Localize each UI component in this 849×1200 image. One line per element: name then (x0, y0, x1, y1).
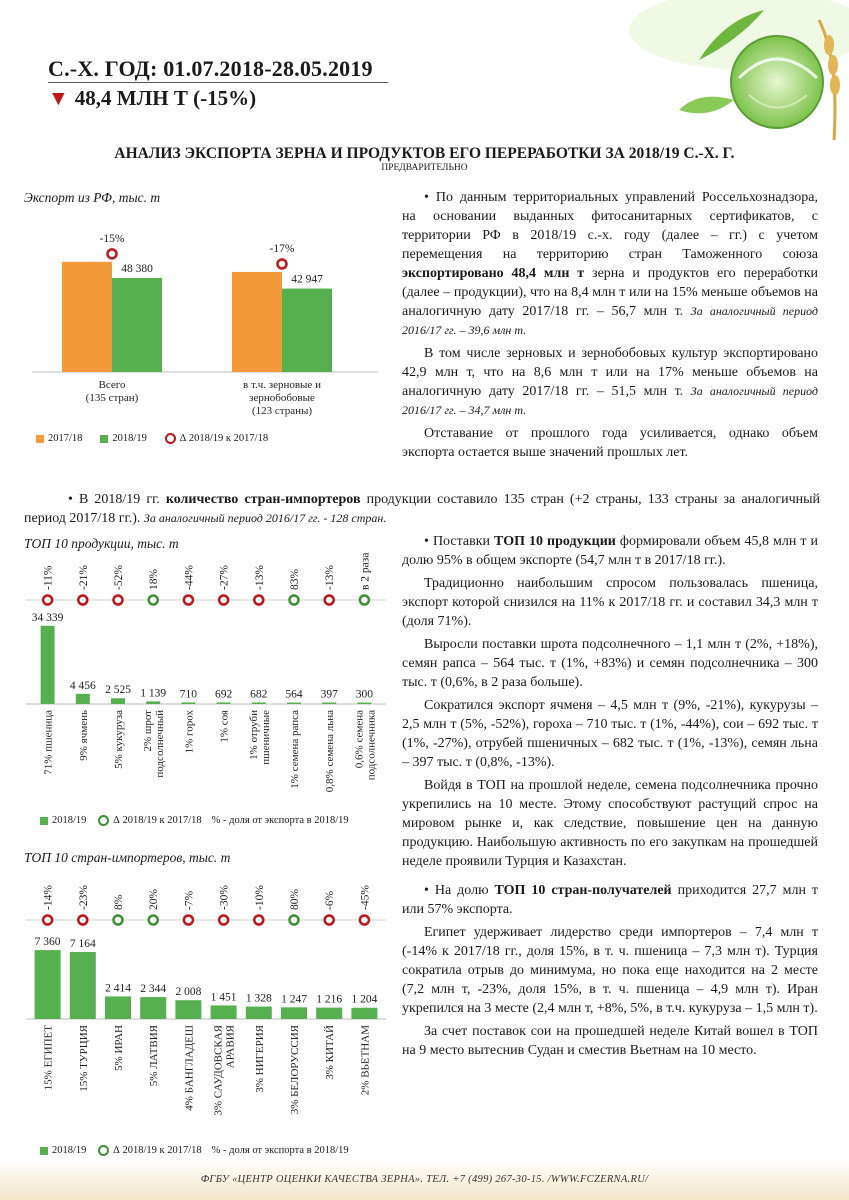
category-label: 9% ячмень (77, 710, 90, 761)
bar (252, 702, 266, 704)
category-label: 15% ЕГИПЕТ (42, 1025, 55, 1091)
chart1-legend (36, 433, 268, 444)
p7-text: Выросли поставки шрота подсолнечного – 1,1 млн т (2%, +18%), семян рапса – 564 тыс. т (1%, +83%) и семян подсолнечника – 300 тыс. т (0,6%, в 2 раза больше). (402, 637, 818, 690)
p4-note: За аналогичный период 2016/17 гг. - 128 стран. (143, 511, 387, 525)
category-label: зернобобовые (249, 392, 315, 404)
value-label: 1 451 (210, 991, 237, 1004)
bullet-icon: • (424, 883, 429, 898)
value-label: 7 360 (34, 936, 61, 949)
change-marker (78, 596, 87, 605)
category-label: (123 страны) (251, 405, 313, 417)
legend-share: % - доля от экспорта в 2018/19 (211, 815, 349, 826)
p5-rest: формировали объем 45,8 млн т и долю 95% в общем экспорте (54,7 млн т в 2017/18 гг.). (402, 534, 818, 568)
p3-text: Отставание от прошлого года усиливается, однако объем экспорта остается выше значений прошлых лет. (402, 426, 818, 460)
value-label: 692 (214, 688, 233, 701)
bar (211, 1005, 237, 1019)
bar (41, 626, 55, 704)
bullet-icon: • (68, 492, 73, 507)
bar-2018-0 (112, 278, 162, 372)
value-label: 48 380 (121, 263, 153, 276)
p4-rest: продукции составило 135 стран (+2 страны, 133 страны за аналогичный период 2017/18 гг.). (24, 492, 821, 526)
p5-text: Поставки (432, 534, 495, 549)
change-marker (184, 596, 193, 605)
value-label: 42 947 (291, 273, 323, 286)
top10-products-chart (24, 534, 386, 812)
bar (181, 702, 195, 704)
value-label: 7 164 (69, 937, 96, 950)
value-label: 710 (179, 688, 198, 701)
change-marker (43, 596, 52, 605)
category-label: АРАВИЯ (224, 1025, 237, 1069)
season-period: С.-Х. ГОД: 01.07.2018-28.05.2019 (48, 56, 373, 81)
value-label: 300 (355, 688, 374, 701)
p5-bold: ТОП 10 продукции (494, 534, 616, 549)
legend-change-icon (98, 815, 109, 826)
value-label: 4 456 (69, 679, 96, 692)
category-label: 0,8% семена льна (324, 710, 337, 793)
category-label: 1% соя (218, 710, 231, 743)
change-label: -17% (269, 242, 295, 255)
category-label: 3% НИГЕРИЯ (253, 1025, 266, 1093)
bar (105, 996, 131, 1019)
change-label: -30% (218, 885, 231, 910)
intro-text (402, 188, 818, 466)
export-chart (24, 200, 386, 430)
bar (246, 1007, 272, 1019)
p1-bold: экспортировано 48,4 млн т (402, 266, 585, 281)
bar (175, 1000, 201, 1019)
bar (322, 703, 336, 705)
legend-2018: 2018/19 (112, 433, 147, 444)
change-marker (114, 596, 123, 605)
category-label: 5% ИРАН (113, 1025, 125, 1071)
category-label: пшеничные (259, 710, 272, 765)
chart2-caption: ТОП 10 продукции, тыс. т (24, 536, 179, 551)
change-marker (108, 249, 117, 258)
bar (351, 1008, 377, 1019)
change-marker (290, 596, 299, 605)
p1-rest: зерна и продуктов его переработки (далее – продукции), что на 8,4 млн т или на 15% меньше объемов на аналогичную дату 2017/18 гг. – 56,7 млн т. (402, 266, 818, 319)
legend-swatch-2018 (40, 1147, 48, 1155)
change-label: -14% (42, 885, 55, 910)
change-label: -44% (183, 565, 196, 590)
change-marker (219, 596, 228, 605)
category-label: Всего (98, 379, 126, 391)
value-label: 1 139 (140, 687, 167, 700)
change-label: -6% (324, 890, 337, 910)
change-label: -15% (99, 232, 125, 245)
bar (70, 952, 96, 1019)
p2-text: В том числе зерновых и зернобобовых культур экспортировано 42,9 млн т, что на 8,6 млн т или на 17% меньше объемов на аналогичную дату 2017/18 гг. – 51,5 млн т. (402, 346, 818, 399)
bar (357, 703, 371, 705)
top10-countries-chart (24, 864, 386, 1140)
change-marker (254, 916, 263, 925)
down-triangle-icon: ▼ (48, 86, 69, 110)
category-label: 4% БАНГЛАДЕШ (183, 1025, 196, 1111)
legend-swatch-2017 (36, 435, 44, 443)
bar (140, 997, 166, 1019)
page-subtitle: ПРЕДВАРИТЕЛЬНО (381, 163, 468, 173)
bar (281, 1007, 307, 1019)
change-label: -52% (113, 565, 125, 590)
p11-text: Египет удерживает лидерство среди импортеров – 7,4 млн т (-14% к 2017/18 гг., доля 15%, в т. ч. пшеница – 7,3 млн т). Турция сократила отрыв до минимума, но пока еще находится на 2 месте (7,2 млн т, -23%, доля 15%, в т. ч. пшеница – 4,9 млн т). Иран укрепился на 3 месте (2,4 млн т, +8%, 5%, в т.ч. кукуруза – 1,5 млн т). (402, 925, 818, 1016)
change-marker (290, 916, 299, 925)
change-label: 8% (113, 894, 125, 910)
change-marker (78, 916, 87, 925)
category-label: 5% кукуруза (113, 710, 125, 769)
chart3-legend (40, 1145, 349, 1156)
change-marker (254, 596, 263, 605)
change-marker (278, 259, 287, 268)
value-label: 1 204 (351, 993, 378, 1006)
chart3-caption: ТОП 10 стран-импортеров, тыс. т (24, 850, 231, 865)
value-label: 1 247 (281, 993, 307, 1006)
category-label: 15% ТУРЦИЯ (77, 1025, 90, 1092)
category-label: 1% отруби (247, 710, 260, 760)
change-label: -7% (183, 890, 196, 910)
change-label: -13% (253, 565, 266, 590)
bar-2017-1 (232, 272, 282, 372)
value-label: 1 216 (316, 993, 343, 1006)
change-marker (43, 916, 52, 925)
p10-text: На долю (434, 883, 495, 898)
p6-text: Традиционно наибольшим спросом пользовалась пшеница, экспорт которой снизился на 11% к 2017/18 гг. и составил 34,3 млн т (доля 71%). (402, 576, 818, 629)
header-decoration (549, 0, 849, 150)
bullet-icon: • (424, 534, 429, 549)
importers-count-text (24, 490, 820, 532)
value-label: 2 344 (140, 983, 167, 996)
legend-2018: 2018/19 (52, 1145, 87, 1156)
change-label: -11% (42, 565, 55, 590)
p2-note: За аналогичный период 2016/17 гг. – 34,7 млн т. (402, 384, 818, 417)
category-label: 71% пшеница (42, 710, 55, 775)
value-label: 1 328 (245, 992, 272, 1005)
change-marker (325, 596, 334, 605)
category-label: 3% БЕЛОРУССИЯ (289, 1025, 301, 1115)
legend-swatch-2018 (100, 435, 108, 443)
change-label: -21% (77, 565, 90, 590)
change-label: 83% (289, 568, 301, 590)
change-label: 80% (289, 888, 301, 910)
legend-share: % - доля от экспорта в 2018/19 (211, 1145, 349, 1156)
bar (217, 702, 231, 704)
change-marker (360, 596, 369, 605)
change-label: -45% (359, 885, 372, 910)
category-label: 1% семена рапса (289, 710, 301, 789)
p4-text: В 2018/19 гг. (78, 492, 166, 507)
p10-rest: приходится 27,7 млн т или 57% экспорта. (402, 883, 819, 917)
p12-text: За счет поставок сои на прошедшей неделе Китай вошел в ТОП на 9 место вытеснив Судан и сместив Вьетнам на 10 место. (402, 1024, 818, 1058)
bullet-icon: • (424, 190, 429, 205)
legend-change-icon (98, 1145, 109, 1156)
footer-text: ФГБУ «ЦЕНТР ОЦЕНКИ КАЧЕСТВА ЗЕРНА». ТЕЛ. +7 (499) 267-30-15. /WWW.FCZERNA.RU/ (200, 1174, 649, 1185)
bar (76, 694, 90, 704)
bar-2017-0 (62, 262, 112, 372)
value-label: 2 008 (175, 986, 202, 999)
p10-bold: ТОП 10 стран-получателей (494, 883, 672, 898)
bar (146, 701, 160, 704)
category-label: (135 стран) (85, 392, 139, 404)
value-label: 34 339 (31, 611, 64, 624)
change-label: -27% (218, 565, 231, 590)
bar (111, 698, 125, 704)
category-label: 0,6% семена (353, 710, 366, 769)
category-label: в т.ч. зерновые и (243, 379, 321, 391)
bar (287, 703, 301, 705)
p8-text: Сократился экспорт ячменя – 4,5 млн т (9%, -21%), кукурузы – 2,5 млн т (5%, -52%), гороха – 710 тыс. т (1%, -44%), сои – 692 тыс. т (1%, -27%), отрубей пшеничных – 682 тыс. т (1%, -13%), семян льна – 397 тыс. т (0,8%, -13%). (402, 698, 818, 770)
change-label: 18% (148, 568, 161, 590)
change-marker (114, 916, 123, 925)
p4-bold: количество стран-импортеров (165, 492, 361, 507)
total-export-value: 48,4 МЛН Т (-15%) (74, 86, 257, 110)
legend-change: ∆ 2018/19 к 2017/18 (113, 815, 202, 826)
category-label: подсолнечный (154, 710, 167, 778)
legend-swatch-2018 (40, 817, 48, 825)
bar (35, 950, 61, 1019)
change-marker (325, 916, 334, 925)
change-label: в 2 раза (359, 552, 372, 590)
value-label: 682 (250, 688, 268, 701)
value-label: 2 414 (105, 982, 131, 995)
value-label: 397 (320, 688, 338, 701)
value-label: 2 525 (105, 684, 131, 697)
legend-2017: 2017/18 (48, 433, 83, 444)
total-export (48, 86, 256, 111)
legend-change: ∆ 2018/19 к 2017/18 (113, 1145, 202, 1156)
category-label: 2% ВЬЕТНАМ (359, 1025, 372, 1096)
change-label: -10% (253, 885, 266, 910)
category-label: 3% КИТАЙ (324, 1025, 337, 1080)
category-label: 1% горох (183, 710, 196, 754)
p1-note: За аналогичный период 2016/17 гг. – 39,6 млн т. (402, 304, 818, 337)
bar (316, 1008, 342, 1019)
change-marker (149, 916, 158, 925)
p1-text: По данным территориальных управлений Россельхознадзора, на основании выданных фитосанитарных сертификатов, с территории РФ в 2018/19 с.-х. году (далее – гг.) с учетом перемещения на территорию стран Таможенного союза (402, 190, 818, 262)
change-marker (184, 916, 193, 925)
legend-change: ∆ 2018/19 к 2017/18 (179, 433, 269, 444)
category-label: подсолнечника (365, 710, 378, 781)
category-label: 3% САУДОВСКАЯ (212, 1025, 225, 1116)
legend-2018: 2018/19 (52, 815, 87, 826)
legend-change-icon (165, 433, 176, 444)
top10-text (402, 532, 818, 1064)
category-label: 5% ЛАТВИЯ (148, 1025, 161, 1087)
change-label: 20% (148, 888, 161, 910)
p9-text: Войдя в ТОП на прошлой неделе, семена подсолнечника прочно укрепились на 10 месте. Этому способствуют растущий спрос на мировом рынке и, как следствие, повышение цен на данную продукцию. Наибольшую активность по его закупкам на прошедшей неделе проявили Турция и Казахстан. (402, 778, 818, 869)
chart1-caption: Экспорт из РФ, тыс. т (24, 190, 161, 205)
value-label: 564 (285, 688, 303, 701)
category-label: 2% шрот (142, 710, 155, 752)
change-marker (219, 916, 228, 925)
change-marker (360, 916, 369, 925)
bar-2018-1 (282, 289, 332, 372)
change-label: -23% (77, 885, 90, 910)
header-divider (48, 82, 388, 83)
change-marker (149, 596, 158, 605)
change-label: -13% (324, 565, 337, 590)
chart2-legend (40, 815, 349, 826)
page-title: АНАЛИЗ ЭКСПОРТА ЗЕРНА И ПРОДУКТОВ ЕГО ПЕРЕРАБОТКИ ЗА 2018/19 С.-Х. Г. (114, 145, 735, 162)
